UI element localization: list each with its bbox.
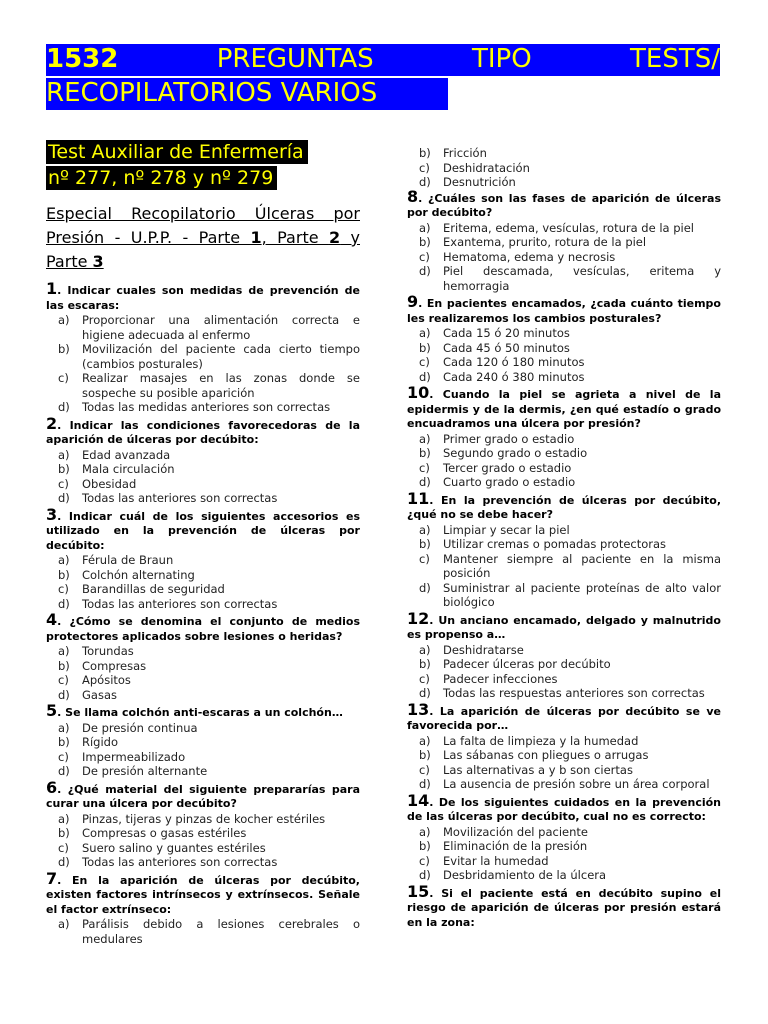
- option-text: De presión continua: [82, 720, 198, 735]
- option-text: La falta de limpieza y la humedad: [443, 733, 639, 748]
- option-letter: d): [419, 475, 431, 489]
- option-text: Obesidad: [82, 476, 137, 491]
- answer-option: [46, 721, 360, 736]
- option-text: Impermeabilizado: [82, 749, 186, 764]
- option-letter: a): [58, 644, 70, 658]
- option-letter: c): [419, 762, 430, 777]
- option-letter: d): [419, 580, 431, 595]
- answer-option: [407, 777, 721, 792]
- option-text: Desbridamiento de la úlcera: [443, 868, 607, 882]
- question-text: [407, 699, 721, 734]
- option-list: [46, 721, 360, 779]
- option-letter: b): [419, 657, 431, 671]
- answer-option: [407, 825, 721, 840]
- answer-option: [407, 854, 721, 869]
- answer-option: [407, 461, 721, 476]
- option-letter: c): [419, 160, 430, 175]
- answer-option: [407, 552, 721, 581]
- option-text: Colchón alternating: [82, 567, 195, 582]
- question-body: . Indicar cuales son medidas de prevención de las escaras:: [46, 284, 360, 312]
- option-text: Las sábanas con pliegues o arrugas: [443, 748, 649, 762]
- answer-option: [46, 812, 360, 827]
- answer-option: [407, 748, 721, 763]
- option-letter: c): [419, 671, 430, 686]
- option-text: Movilización del paciente: [443, 824, 588, 839]
- answer-option: [46, 582, 360, 597]
- option-letter: c): [419, 853, 430, 868]
- answer-option: [46, 313, 360, 342]
- answer-option: [46, 644, 360, 659]
- option-letter: d): [58, 687, 70, 702]
- answer-option: [46, 448, 360, 463]
- option-letter: c): [58, 371, 69, 385]
- answer-option: [46, 764, 360, 779]
- answer-option: [46, 735, 360, 750]
- answer-option: [46, 750, 360, 765]
- option-text: Segundo grado o estadio: [443, 446, 588, 460]
- question-text: [46, 279, 360, 313]
- option-text: Suministrar al paciente proteínas de alto valor biológico: [443, 580, 721, 609]
- answer-option: [46, 400, 360, 415]
- option-letter: c): [419, 551, 430, 566]
- option-text: La ausencia de presión sobre un área corporal: [443, 777, 710, 791]
- option-list: [407, 523, 721, 610]
- answer-option: [407, 734, 721, 749]
- option-text: Fricción: [443, 146, 487, 160]
- question-number: 1: [46, 279, 58, 298]
- option-letter: c): [58, 582, 69, 596]
- option-letter: d): [58, 855, 70, 869]
- question-15: [407, 881, 721, 931]
- answer-option: [407, 446, 721, 461]
- option-text: Compresas o gasas estériles: [82, 826, 247, 840]
- left-column: [46, 140, 360, 948]
- question-number: 8: [407, 186, 419, 206]
- question-4: [46, 610, 360, 702]
- question-number: 3: [46, 504, 58, 524]
- option-letter: a): [419, 220, 431, 235]
- question-13: [407, 699, 721, 792]
- answer-option: [407, 264, 721, 293]
- answer-option: [46, 659, 360, 674]
- question-text: [407, 488, 721, 523]
- option-text: Apósitos: [82, 673, 131, 687]
- option-text: Compresas: [82, 658, 147, 673]
- option-letter: b): [419, 340, 431, 355]
- answer-option: [46, 568, 360, 583]
- question-text: [46, 610, 360, 644]
- option-letter: c): [419, 355, 430, 369]
- question-2: [46, 413, 360, 506]
- option-letter: d): [419, 868, 431, 882]
- question-body: . En la aparición de úlceras por decúbito, existen factores intrínsecos y extrínsecos. Señale el factor extrínseco:: [46, 873, 360, 916]
- option-letter: b): [419, 537, 431, 551]
- answer-option: [407, 146, 721, 161]
- answer-option: [46, 688, 360, 703]
- option-letter: c): [58, 673, 69, 687]
- answer-option: [407, 523, 721, 538]
- option-list: [46, 553, 360, 611]
- left-question-list: [46, 279, 360, 946]
- answer-option: [407, 161, 721, 176]
- answer-option: [407, 686, 721, 701]
- option-letter: d): [419, 777, 431, 791]
- option-letter: b): [58, 658, 70, 673]
- question-11: [407, 488, 721, 610]
- continued-options: [407, 146, 721, 190]
- option-letter: b): [419, 748, 431, 762]
- answer-option: [46, 371, 360, 400]
- option-text: Realizar masajes en las zonas donde se sospeche su posible aparición: [82, 371, 360, 400]
- question-body: . Si el paciente está en decúbito supino el riesgo de aparición de úlceras por presión estará en la zona:: [407, 886, 721, 929]
- option-text: Mala circulación: [82, 462, 175, 476]
- option-text: Todas las anteriores son correctas: [82, 596, 278, 611]
- answer-option: [46, 855, 360, 870]
- option-text: Cada 120 ó 180 minutos: [443, 355, 585, 369]
- option-letter: a): [58, 313, 70, 327]
- option-letter: c): [58, 476, 69, 491]
- question-body: . En pacientes encamados, ¿cada cuánto tiempo les realizaremos los cambios posturales?: [407, 297, 721, 325]
- question-5: [46, 701, 360, 779]
- option-text: Hematoma, edema y necrosis: [443, 249, 616, 264]
- option-text: Proporcionar una alimentación correcta e higiene adecuada al enfermo: [82, 313, 360, 342]
- answer-option: [407, 175, 721, 190]
- option-letter: a): [58, 811, 70, 826]
- answer-option: [407, 868, 721, 883]
- option-text: Eritema, edema, vesículas, rotura de la piel: [443, 220, 695, 235]
- option-letter: c): [58, 840, 69, 855]
- option-letter: c): [419, 249, 430, 264]
- option-text: Cada 45 ó 50 minutos: [443, 340, 570, 355]
- option-text: Piel descamada, vesículas, eritema y hemorragia: [443, 264, 721, 293]
- question-number: 15: [407, 881, 430, 901]
- answer-option: [407, 839, 721, 854]
- title-word: PREGUNTAS: [216, 44, 374, 74]
- option-text: Suero salino y guantes estériles: [82, 840, 266, 855]
- option-letter: d): [419, 264, 431, 278]
- answer-option: [46, 673, 360, 688]
- option-text: Utilizar cremas o pomadas protectoras: [443, 537, 667, 551]
- answer-option: [407, 221, 721, 236]
- answer-option: [407, 250, 721, 265]
- option-text: Todas las medidas anteriores son correctas: [82, 400, 331, 414]
- option-text: Barandillas de seguridad: [82, 582, 225, 596]
- question-body: . De los siguientes cuidados en la prevención de las úlceras por decúbito, cual no es correcto:: [407, 795, 721, 823]
- question-10: [407, 383, 721, 490]
- option-letter: d): [58, 491, 70, 505]
- answer-option: [407, 763, 721, 778]
- option-text: Cuarto grado o estadio: [443, 475, 576, 489]
- answer-option: [46, 477, 360, 492]
- answer-option: [407, 643, 721, 658]
- question-text: [407, 881, 721, 931]
- option-list: [407, 825, 721, 883]
- option-text: Edad avanzada: [82, 447, 171, 462]
- question-body: . ¿Qué material del siguiente prepararías para curar una úlcera por decúbito?: [46, 782, 360, 810]
- answer-option: [407, 475, 721, 490]
- right-column: [407, 146, 721, 932]
- question-text: [46, 701, 360, 721]
- question-body: . Cuando la piel se agrieta a nivel de la epidermis y de la dermis, ¿en qué estadío o grado encuadramos una úlcera por presión?: [407, 388, 721, 430]
- option-text: Evitar la humedad: [443, 853, 549, 868]
- option-text: Todas las anteriores son correctas: [82, 491, 278, 505]
- option-letter: b): [419, 146, 431, 160]
- question-body: . La aparición de úlceras por decúbito se ve favorecida por…: [407, 704, 721, 732]
- option-list: [407, 326, 721, 384]
- option-text: Férula de Braun: [82, 553, 174, 567]
- question-text: [46, 868, 360, 918]
- option-text: Primer grado o estadio: [443, 431, 575, 446]
- question-number: 13: [407, 699, 430, 719]
- option-text: Deshidratarse: [443, 642, 524, 657]
- answer-option: [46, 491, 360, 506]
- question-number: 7: [46, 868, 58, 888]
- question-8: [407, 186, 721, 294]
- question-text: [407, 186, 721, 221]
- option-text: Deshidratación: [443, 160, 530, 175]
- option-text: Todas las respuestas anteriores son correctas: [443, 686, 705, 700]
- option-letter: a): [58, 553, 70, 567]
- question-text: [407, 383, 721, 432]
- question-text: [46, 777, 360, 812]
- option-list: [407, 734, 721, 792]
- title-number: 1532: [46, 44, 119, 74]
- option-text: Parálisis debido a lesiones cerebrales o medulares: [82, 917, 360, 946]
- option-text: Limpiar y secar la piel: [443, 522, 570, 537]
- option-letter: b): [419, 235, 431, 249]
- question-number: 2: [46, 413, 58, 433]
- answer-option: [407, 355, 721, 370]
- option-text: Cada 15 ó 20 minutos: [443, 326, 570, 340]
- question-body: . En la prevención de úlceras por decúbito, ¿qué no se debe hacer?: [407, 493, 721, 521]
- option-text: Gasas: [82, 687, 117, 702]
- option-letter: a): [419, 733, 431, 748]
- question-text: [407, 292, 721, 326]
- answer-option: [407, 341, 721, 356]
- answer-option: [407, 326, 721, 341]
- option-list: [46, 812, 360, 870]
- answer-option: [46, 342, 360, 371]
- option-letter: d): [58, 400, 70, 414]
- answer-option: [46, 597, 360, 612]
- option-letter: a): [58, 720, 70, 735]
- answer-option: [407, 657, 721, 672]
- question-12: [407, 608, 721, 701]
- option-letter: c): [419, 460, 430, 475]
- question-text: [407, 790, 721, 825]
- question-number: 14: [407, 790, 430, 810]
- option-text: Tercer grado o estadio: [443, 460, 572, 475]
- option-letter: a): [419, 326, 431, 340]
- option-text: Todas las anteriores son correctas: [82, 855, 278, 869]
- option-letter: b): [58, 735, 70, 749]
- option-list: [46, 313, 360, 415]
- option-letter: d): [58, 764, 70, 778]
- option-text: Padecer infecciones: [443, 671, 558, 686]
- test-subheading: [46, 140, 360, 190]
- option-letter: a): [419, 431, 431, 446]
- document-title-line-2: [46, 78, 448, 110]
- question-14: [407, 790, 721, 883]
- option-text: Movilización del paciente cada cierto tiempo (cambios posturales): [82, 342, 360, 371]
- option-letter: a): [419, 824, 431, 839]
- option-text: Exantema, prurito, rotura de la piel: [443, 235, 647, 249]
- option-text: Torundas: [82, 644, 134, 658]
- question-body: . ¿Cuáles son las fases de aparición de úlceras por decúbito?: [407, 191, 721, 219]
- option-letter: d): [419, 369, 431, 384]
- question-9: [407, 292, 721, 384]
- answer-option: [46, 917, 360, 946]
- option-letter: a): [58, 917, 70, 931]
- option-letter: b): [58, 342, 70, 356]
- option-letter: b): [58, 462, 70, 476]
- question-text: [46, 413, 360, 448]
- option-letter: a): [419, 642, 431, 657]
- option-text: Las alternativas a y b son ciertas: [443, 762, 633, 777]
- answer-option: [407, 370, 721, 385]
- question-body: . Indicar cuál de los siguientes accesorios es utilizado en la prevención de úlceras por decúbito:: [46, 509, 360, 552]
- option-text: Cada 240 ó 380 minutos: [443, 369, 585, 384]
- option-text: De presión alternante: [82, 764, 208, 778]
- question-number: 10: [407, 383, 430, 402]
- right-question-list: [407, 186, 721, 931]
- answer-option: [46, 553, 360, 568]
- option-letter: d): [419, 175, 431, 189]
- option-list: [46, 448, 360, 506]
- option-letter: d): [419, 686, 431, 700]
- question-6: [46, 777, 360, 870]
- option-text: Desnutrición: [443, 175, 516, 189]
- answer-option: [407, 235, 721, 250]
- answer-option: [407, 672, 721, 687]
- answer-option: [46, 462, 360, 477]
- option-list: [407, 643, 721, 701]
- question-1: [46, 279, 360, 415]
- option-list: [407, 432, 721, 490]
- option-letter: b): [419, 839, 431, 853]
- question-number: 4: [46, 610, 58, 629]
- option-list: [46, 917, 360, 946]
- option-list: [407, 221, 721, 294]
- title-word: TESTS/: [630, 44, 720, 74]
- question-number: 9: [407, 292, 419, 311]
- option-text: Mantener siempre al paciente en la misma posición: [443, 551, 721, 580]
- option-letter: b): [419, 446, 431, 460]
- option-letter: a): [419, 522, 431, 537]
- option-text: Eliminación de la presión: [443, 839, 588, 853]
- option-letter: d): [58, 596, 70, 611]
- option-letter: c): [58, 749, 69, 764]
- title-line-2-text: RECOPILATORIOS VARIOS: [46, 78, 378, 108]
- question-text: [46, 504, 360, 554]
- answer-option: [46, 826, 360, 841]
- question-number: 6: [46, 777, 58, 797]
- question-body: . Indicar las condiciones favorecedoras de la aparición de úlceras por decúbito:: [46, 418, 360, 446]
- option-text: Padecer úlceras por decúbito: [443, 657, 611, 671]
- option-text: Rígido: [82, 735, 119, 749]
- question-body: . Se llama colchón anti-escaras a un colchón…: [57, 706, 343, 719]
- answer-option: [407, 432, 721, 447]
- special-heading: Especial Recopilatorio Úlceras por Presión - U.P.P. - Parte 1, Parte 2 y Parte 3: [46, 204, 360, 271]
- option-text: Pinzas, tijeras y pinzas de kocher estériles: [82, 811, 326, 826]
- option-list: [46, 644, 360, 702]
- subheading-line-1: Test Auxiliar de Enfermería: [46, 140, 308, 164]
- answer-option: [46, 841, 360, 856]
- answer-option: [407, 581, 721, 610]
- document-title-line-1: [46, 44, 720, 76]
- subheading-line-2: nº 277, nº 278 y nº 279: [46, 166, 277, 190]
- option-letter: b): [58, 567, 70, 582]
- title-word: TIPO: [471, 44, 532, 74]
- option-letter: b): [58, 826, 70, 840]
- question-number: 5: [46, 701, 58, 720]
- question-body: . ¿Cómo se denomina el conjunto de medios protectores aplicados sobre lesiones o heridas?: [46, 615, 360, 643]
- answer-option: [407, 537, 721, 552]
- question-7: [46, 868, 360, 947]
- question-3: [46, 504, 360, 612]
- question-body: . Un anciano encamado, delgado y malnutrido es propenso a…: [407, 613, 721, 641]
- question-number: 11: [407, 488, 430, 508]
- option-letter: a): [58, 447, 70, 462]
- question-number: 12: [407, 608, 430, 628]
- question-text: [407, 608, 721, 643]
